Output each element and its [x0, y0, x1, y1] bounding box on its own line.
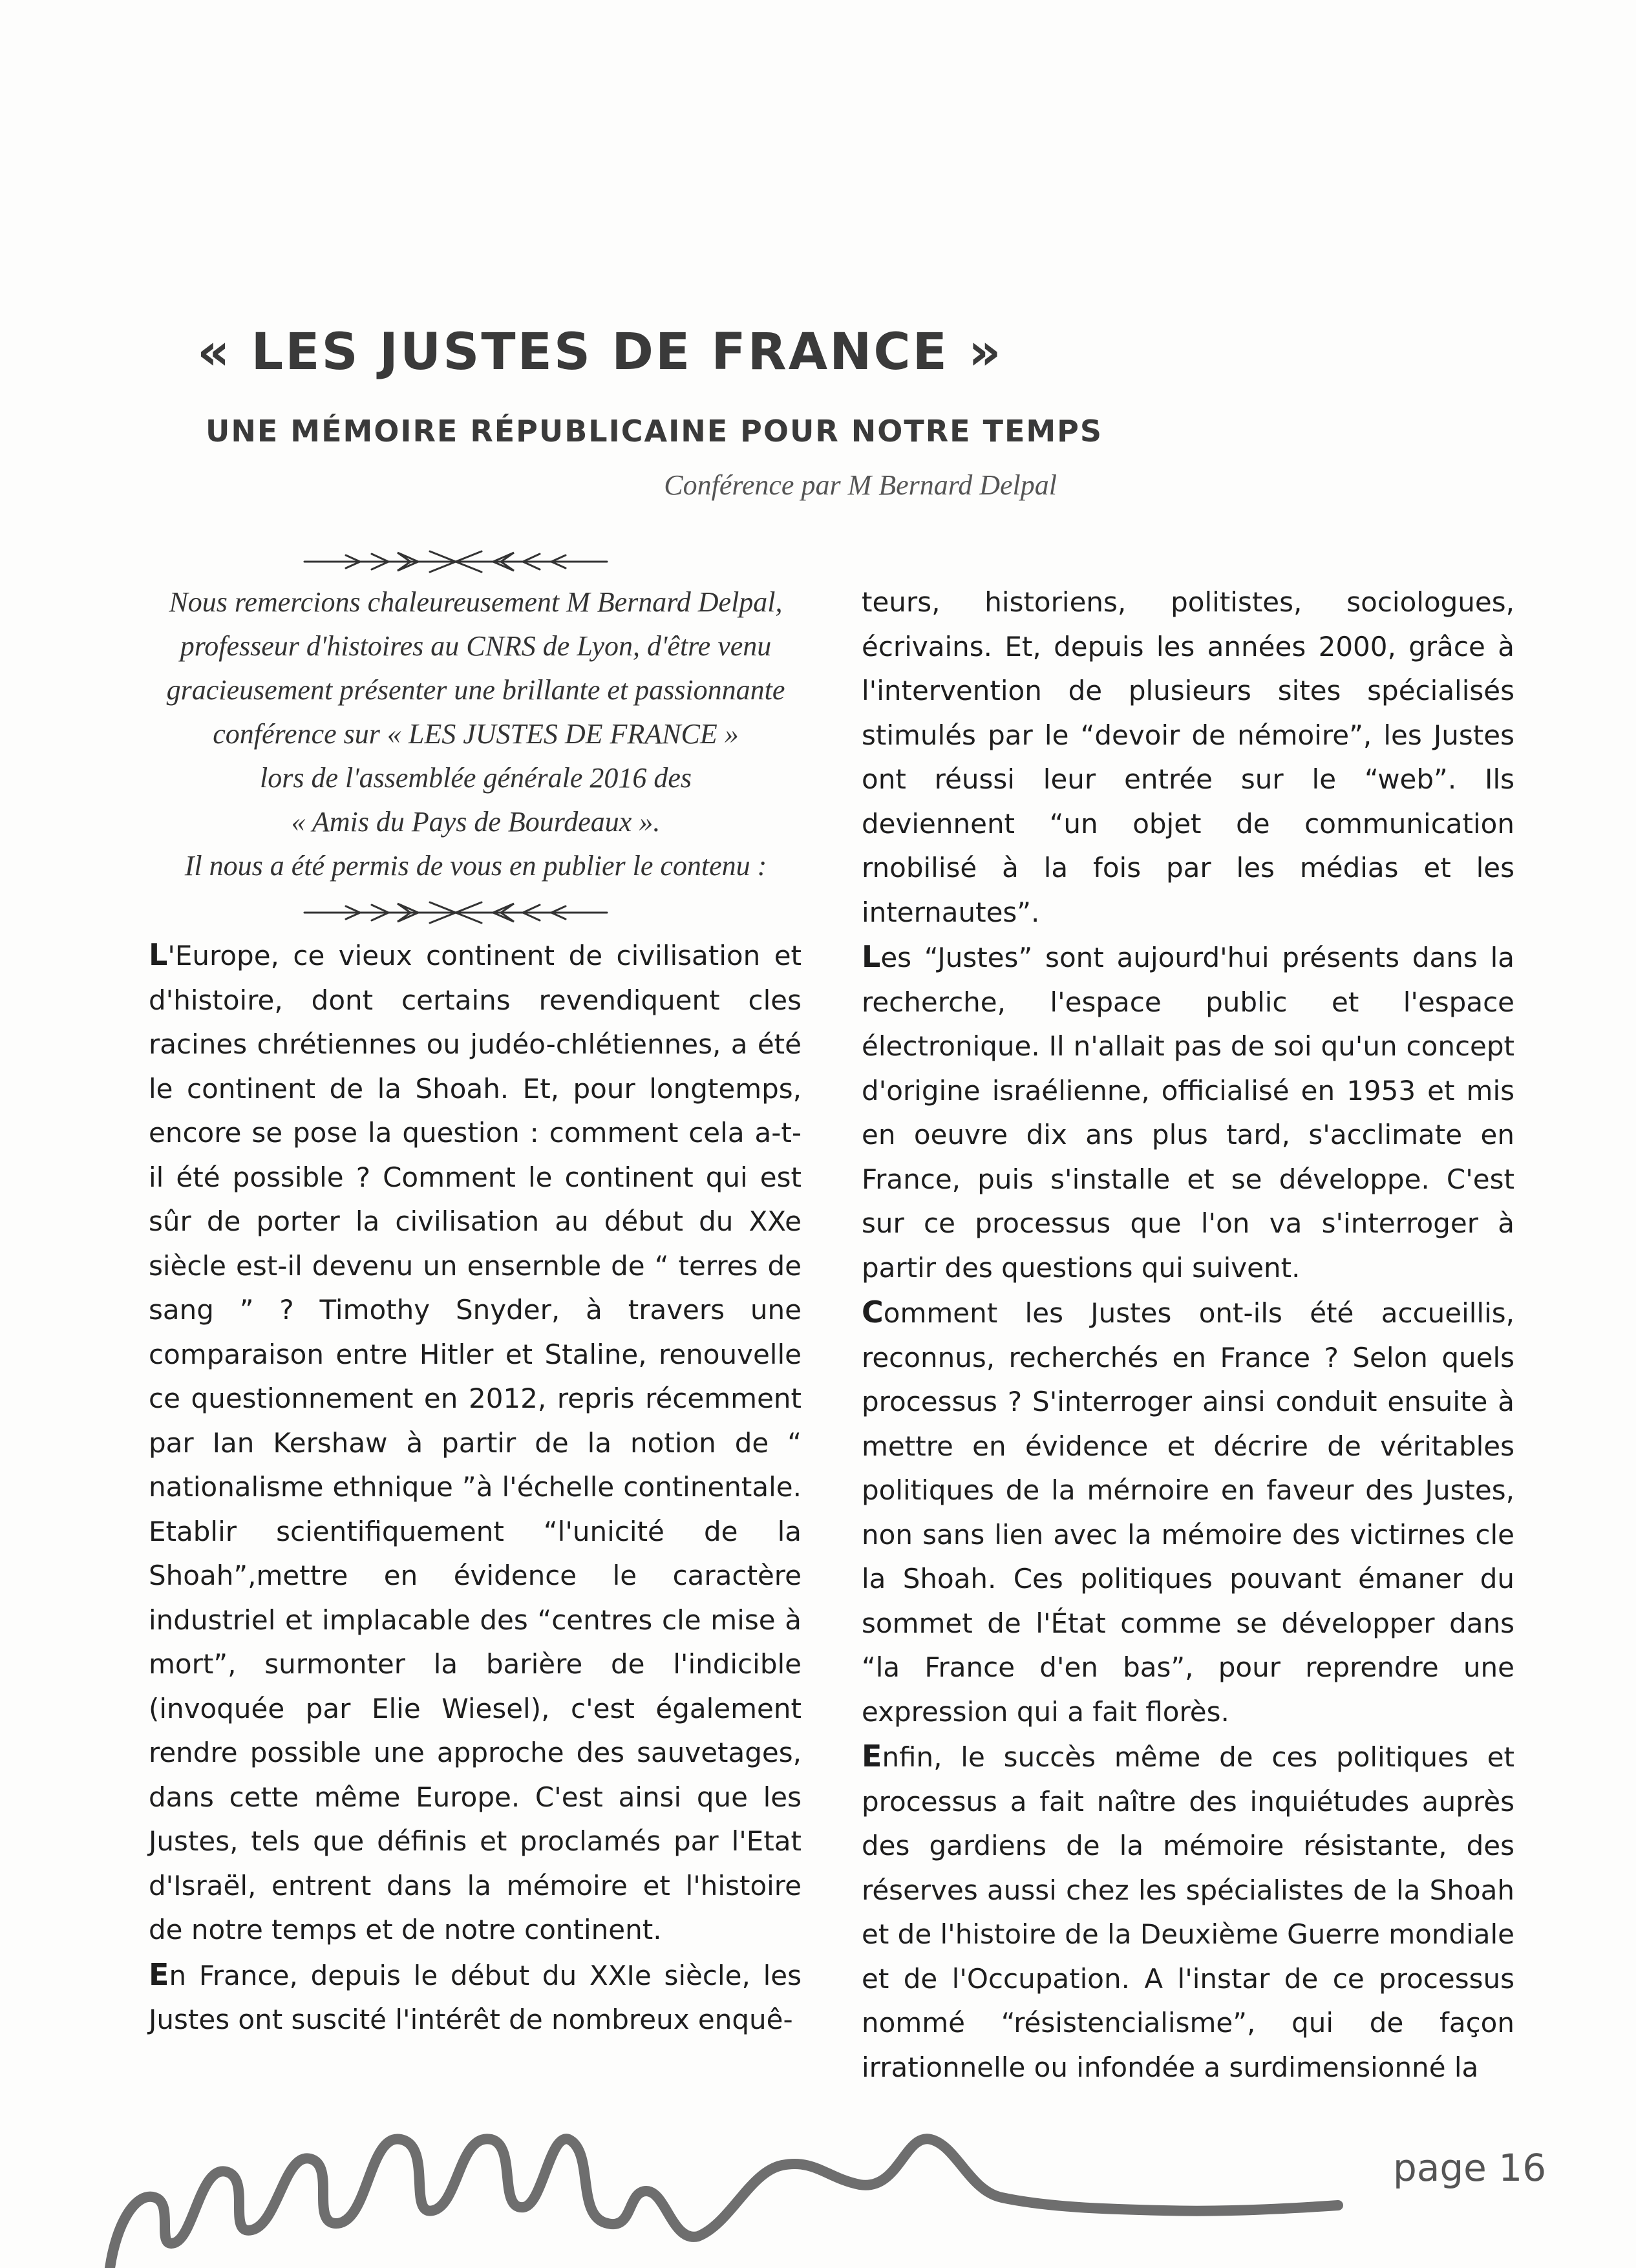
article-subtitle: UNE MÉMOIRE RÉPUBLICAINE POUR NOTRE TEMPS — [206, 414, 1103, 449]
paragraph-text: 'Europe, ce vieux continent de civilisation et d'histoire, dont certains revendiquent cles racines chrétiennes ou judéo-chlétiennes, a été le continent de la Shoah. Et, pour longtemps, encore se pose la question : comment cela a-t-il été possible ? Comment le continent qui est sûr de porter la civilisation au début du XXe siècle est-il devenu un ensernble de “ terres de sang ” ? Timothy Snyder, à travers une comparaison entre Hitler et Staline, renouvelle ce questionnement en 2012, repris récemment par Ian Kershaw à partir de la notion de “ nationalisme ethnique ”à l'échelle continentale. Etablir scientifiquement “l'unicité de la Shoah”,mettre en évidence le caractère industriel et implacable des “centres cle mise à mort”, surmonter la barière de l'indicible (invoquée par Elie Wiesel), c'est également rendre possible une approche des sauvetages, dans cette même Europe. C'est ainsi que les Justes, tels que définis et proclamés par l'Etat d'Israël, entrent dans la mémoire et l'histoire de notre temps et de notre continent. — [149, 940, 802, 1945]
intro-line: Il nous a été permis de vous en publier le contenu : — [184, 850, 767, 882]
intro-line: Nous remercions chaleureusement M Bernard Delpal, — [169, 586, 783, 618]
ornament-divider-bottom — [301, 898, 611, 927]
intro-line: professeur d'histoires au CNRS de Lyon, d'être venu — [180, 630, 772, 662]
intro-line: lors de l'assemblée générale 2016 des — [259, 762, 692, 794]
handwritten-scribble — [97, 2094, 1357, 2268]
flourish-icon — [301, 547, 611, 576]
paragraph — [149, 933, 802, 1953]
article-title: « LES JUSTES DE FRANCE » — [197, 323, 1003, 381]
article-byline: Conférence par M Bernard Delpal — [664, 469, 1057, 501]
paragraph — [862, 1734, 1514, 2090]
paragraph-initial: L — [862, 939, 881, 974]
paragraph — [862, 1290, 1514, 1734]
left-column — [149, 933, 802, 2042]
intro-line: conférence sur « LES JUSTES DE FRANCE » — [213, 718, 739, 750]
paragraph — [149, 1953, 802, 2042]
intro-line: gracieusement présenter une brillante et passionnante — [166, 674, 785, 706]
paragraph — [862, 935, 1514, 1290]
paragraph-text: es “Justes” sont aujourd'hui présents dans la recherche, l'espace public et l'espace électronique. Il n'allait pas de soi qu'un concept d'origine israélienne, officialisé en 1953 et mis en oeuvre dix ans plus tard, s'acclimate en France, puis s'installe et se développe. C'est sur ce processus que l'on va s'interroger à partir des questions qui suivent. — [862, 942, 1514, 1284]
right-column — [862, 580, 1514, 2090]
paragraph-initial: C — [862, 1295, 884, 1330]
paragraph-text: omment les Justes ont-ils été accueillis, reconnus, recherchés en France ? Selon quels processus ? S'interroger ainsi conduit ensuite à mettre en évidence et décrire de véritables politiques de la mérnoire en faveur des Justes, non sans lien avec la mémoire des victirnes cle la Shoah. Ces politiques pouvant émaner du sommet de l'État comme se développer dans “la France d'en bas”, pour reprendre une expression qui a fait florès. — [862, 1297, 1514, 1728]
paragraph-initial: E — [149, 1956, 169, 1992]
intro-note — [146, 580, 805, 888]
intro-line: « Amis du Pays de Bourdeaux ». — [291, 806, 661, 838]
scribble-icon — [97, 2094, 1357, 2268]
flourish-icon — [301, 898, 611, 927]
paragraph-continued: teurs, historiens, politistes, sociologues, écrivains. Et, depuis les années 2000, grâce à l'intervention de plusieurs sites spécialisés stimulés par le “devoir de némoire”, les Justes ont réussi leur entrée sur le “web”. Ils deviennent “un objet de communication rnobilisé à la fois par les médias et les internautes”. — [862, 586, 1514, 928]
paragraph-initial: E — [862, 1739, 882, 1774]
paragraph-text: nfin, le succès même de ces politiques et processus a fait naître des inquiétudes auprès des gardiens de la mémoire résistante, des réserves aussi chez les spécialistes de la Shoah et de l'histoire de la Deuxième Guerre mondiale et de l'Occupation. A l'instar de ce processus nommé “résistencialisme”, qui de façon irrationnelle ou infondée a surdimensionné la — [862, 1741, 1515, 2083]
paragraph-text: n France, depuis le début du XXIe siècle, les Justes ont suscité l'intérêt de nombreux enquê- — [149, 1959, 802, 2035]
page-number: page 16 — [1393, 2146, 1547, 2190]
paragraph-initial: L — [149, 937, 168, 972]
ornament-divider-top — [301, 547, 611, 576]
